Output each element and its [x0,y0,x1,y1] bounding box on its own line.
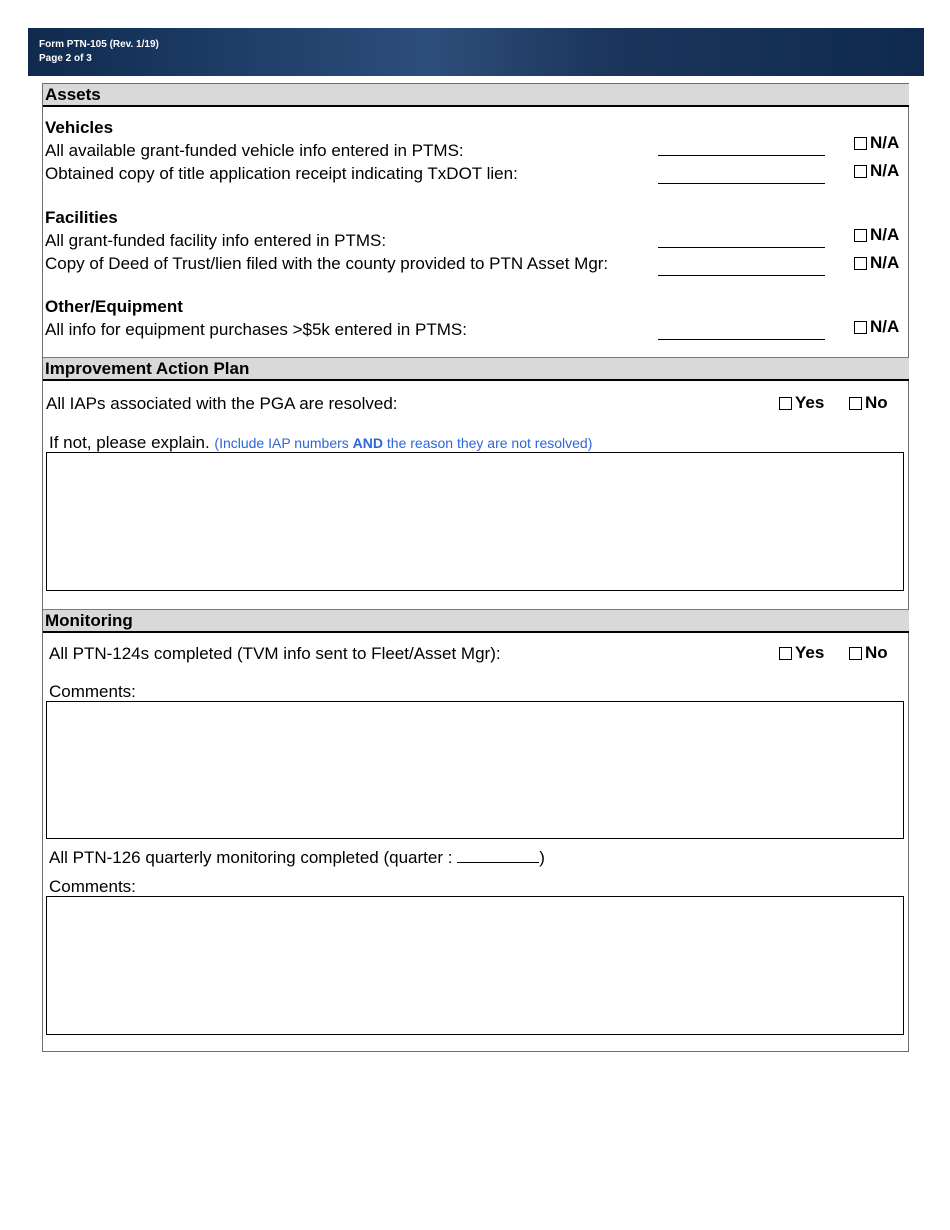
facility-info-label: All grant-funded facility info entered in PTMS: [45,231,387,250]
facilities-heading: Facilities [45,208,118,227]
ptn124-label: All PTN-124s completed (TVM info sent to Fleet/Asset Mgr): [49,644,501,663]
vehicles-heading: Vehicles [45,118,114,137]
vehicle-info-field[interactable] [658,155,825,156]
equipment-info-na-checkbox[interactable]: N/A [854,318,899,336]
title-receipt-na-checkbox[interactable]: N/A [854,162,899,180]
checkbox-icon [854,257,867,270]
checkbox-icon [849,647,862,660]
ptn124-comments-label: Comments: [49,682,136,701]
ptn126-comments-textarea[interactable] [46,896,904,1035]
iap-explanation-textarea[interactable] [46,452,904,591]
page-number: Page 2 of 3 [39,53,92,64]
checkbox-icon [854,165,867,178]
title-receipt-field[interactable] [658,183,825,184]
deed-of-trust-na-checkbox[interactable]: N/A [854,254,899,272]
equipment-heading: Other/Equipment [45,297,183,316]
checkbox-icon [854,137,867,150]
iap-explain-label: If not, please explain. (Include IAP numbers AND the reason they are not resolved) [49,433,593,452]
quarter-field[interactable] [457,846,539,863]
checkbox-icon [854,229,867,242]
ptn124-yes-checkbox[interactable]: Yes [779,644,824,662]
iap-explain-note: (Include IAP numbers AND the reason they are not resolved) [214,435,593,451]
form-number: Form PTN-105 (Rev. 1/19) [39,39,159,50]
monitoring-section-header: Monitoring [43,610,909,633]
checkbox-icon [854,321,867,334]
ptn126-comments-label: Comments: [49,877,136,896]
deed-of-trust-label: Copy of Deed of Trust/lien filed with the county provided to PTN Asset Mgr: [45,254,609,273]
deed-of-trust-field[interactable] [658,275,825,276]
iap-section-header: Improvement Action Plan [43,358,909,381]
assets-section-header: Assets [43,84,909,107]
checkbox-icon [779,647,792,660]
iap-yes-checkbox[interactable]: Yes [779,394,824,412]
facility-info-field[interactable] [658,247,825,248]
vehicle-info-label: All available grant-funded vehicle info entered in PTMS: [45,141,464,160]
title-receipt-label: Obtained copy of title application receipt indicating TxDOT lien: [45,164,518,183]
facility-info-na-checkbox[interactable]: N/A [854,226,899,244]
iap-no-checkbox[interactable]: No [849,394,888,412]
checkbox-icon [849,397,862,410]
vehicle-info-na-checkbox[interactable]: N/A [854,134,899,152]
checkbox-icon [779,397,792,410]
equipment-info-field[interactable] [658,339,825,340]
iap-resolved-label: All IAPs associated with the PGA are resolved: [46,394,398,413]
ptn126-label: All PTN-126 quarterly monitoring completed (quarter : ) [49,848,545,867]
equipment-info-label: All info for equipment purchases >$5k entered in PTMS: [45,320,467,339]
ptn124-comments-textarea[interactable] [46,701,904,839]
form-header-banner [28,28,924,76]
ptn124-no-checkbox[interactable]: No [849,644,888,662]
